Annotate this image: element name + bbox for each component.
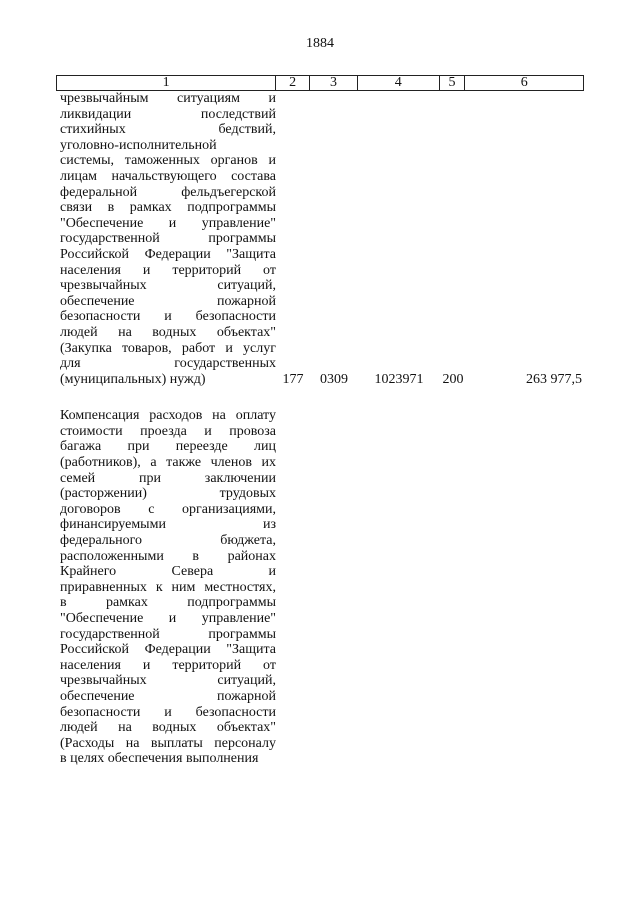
description-line: федерального бюджета,	[60, 533, 276, 549]
row-col-6: 263 977,5	[526, 371, 582, 387]
description-line: безопасности и безопасности	[60, 309, 276, 325]
description-line: населения и территорий от	[60, 262, 276, 278]
description-line: системы, таможенных органов и	[60, 153, 276, 169]
row-col-3: 0309	[320, 371, 348, 387]
header-col-2: 2	[276, 76, 310, 90]
description-line: (муниципальных) нужд)	[60, 371, 206, 387]
description-line: лицам начальствующего состава	[60, 168, 276, 184]
header-col-5: 5	[440, 76, 466, 90]
description-line: приравненных к ним местностях,	[60, 579, 276, 595]
description-line: ликвидации последствий	[60, 106, 276, 122]
description-line: в целях обеспечения выполнения	[60, 751, 259, 767]
table-row	[56, 408, 584, 767]
description-line: людей на водных объектах"	[60, 720, 276, 736]
description-line: населения и территорий от	[60, 657, 276, 673]
row-col-5: 200	[442, 371, 464, 387]
table-header-row	[56, 75, 584, 91]
description-line: людей на водных объектах"	[60, 324, 276, 340]
header-col-1: 1	[57, 76, 276, 90]
description-line: договоров с организациями,	[60, 501, 276, 517]
description-line: Компенсация расходов на оплату	[60, 408, 276, 424]
budget-table	[56, 75, 584, 767]
row-col-4: 1023971	[374, 371, 424, 387]
description-line: финансируемыми из	[60, 517, 276, 533]
description-line: семей при заключении	[60, 470, 276, 486]
description-line: багажа при переезде лиц	[60, 439, 276, 455]
description-line: государственной программы	[60, 231, 276, 247]
description-line: (расторжении) трудовых	[60, 486, 276, 502]
description-line: для государственных	[60, 356, 276, 372]
row-description	[56, 91, 276, 387]
description-line: Российской Федерации "Защита	[60, 246, 276, 262]
header-col-6: 6	[520, 75, 528, 90]
description-line: Крайнего Севера и	[60, 564, 276, 580]
header-col-4: 4	[358, 76, 440, 90]
description-line: связи в рамках подпрограммы	[60, 200, 276, 216]
description-line: чрезвычайным ситуациям и	[60, 91, 276, 106]
description-line: уголовно-исполнительной	[60, 137, 217, 153]
description-line: чрезвычайных ситуаций,	[60, 278, 276, 294]
description-line: (работников), а также членов их	[60, 455, 276, 471]
row-description	[56, 408, 276, 767]
page-number: 1884	[306, 36, 334, 51]
description-line: стихийных бедствий,	[60, 122, 276, 138]
description-line: безопасности и безопасности	[60, 704, 276, 720]
description-line: в рамках подпрограммы	[60, 595, 276, 611]
description-line: федеральной фельдъегерской	[60, 184, 276, 200]
description-line: расположенными в районах	[60, 548, 276, 564]
description-line: чрезвычайных ситуаций,	[60, 673, 276, 689]
description-line: Российской Федерации "Защита	[60, 642, 276, 658]
header-col-3: 3	[310, 76, 358, 90]
description-line: "Обеспечение и управление"	[60, 215, 276, 231]
description-line: обеспечение пожарной	[60, 293, 276, 309]
description-line: (Расходы на выплаты персоналу	[60, 735, 276, 751]
row-col-2: 177	[282, 371, 304, 387]
table-row	[56, 91, 584, 387]
description-line: "Обеспечение и управление"	[60, 611, 276, 626]
description-line: (Закупка товаров, работ и услуг	[60, 340, 276, 356]
description-line: государственной программы	[60, 626, 276, 642]
description-line: обеспечение пожарной	[60, 688, 276, 704]
description-line: стоимости проезда и провоза	[60, 423, 276, 439]
